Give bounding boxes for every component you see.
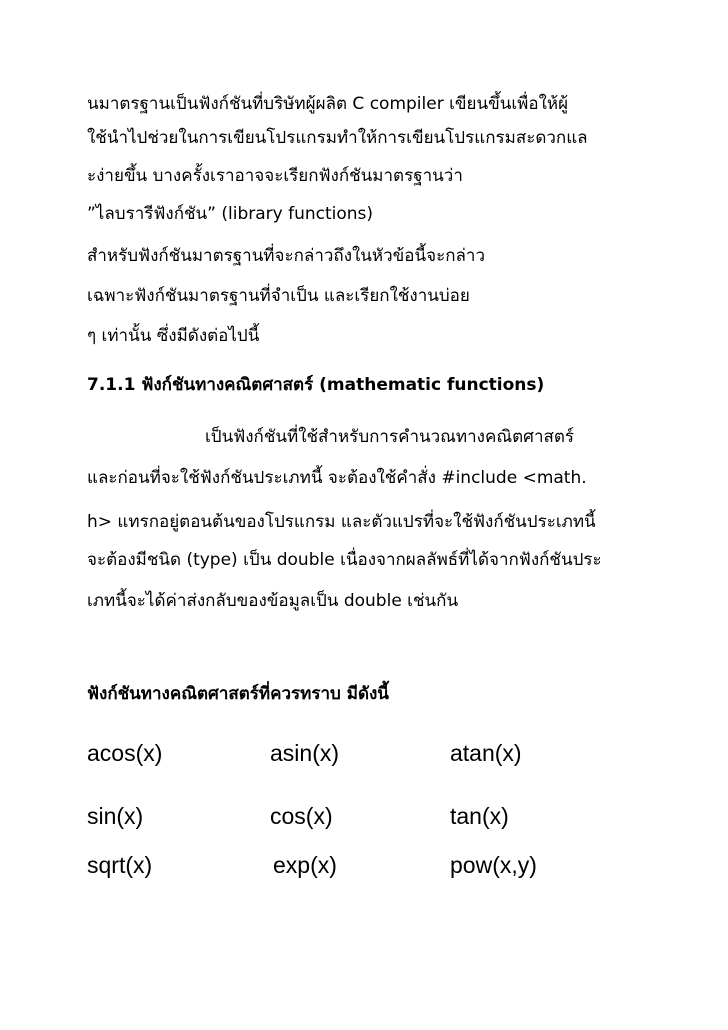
section-body-line: เภทนี้จะได้ค่าส่งกลับของข้อมูลเป็น double เช่นกัน bbox=[87, 591, 459, 611]
scope-line: ๆ เท่านั้น ซึ่งมีดังต่อไปนี้ bbox=[87, 326, 260, 346]
intro-line: นมาตรฐานเป็นฟังก์ชันที่บริษัทผู้ผลิต C compiler เขียนขึ้นเพื่อให้ผู้ bbox=[87, 94, 569, 114]
scope-line: เฉพาะฟังก์ชันมาตรฐานที่จำเป็น และเรียกใช้งานบ่อย bbox=[87, 286, 470, 306]
section-body-line: h> แทรกอยู่ตอนต้นของโปรแกรม และตัวแปรที่จะใช้ฟังก์ชันประเภทนี้ bbox=[87, 512, 596, 532]
section-body-line: จะต้องมีชนิด (type) เป็น double เนื่องจากผลลัพธ์ที่ได้จากฟังก์ชันประ bbox=[87, 550, 602, 570]
section-body-line: เป็นฟังก์ชันที่ใช้สำหรับการคำนวณทางคณิตศาสตร์ bbox=[205, 427, 575, 447]
function-name: exp(x) bbox=[273, 852, 337, 878]
intro-line: ะง่ายขึ้น บางครั้งเราอาจจะเรียกฟังก์ชันมาตรฐานว่า bbox=[87, 166, 463, 186]
section-heading: 7.1.1 ฟังก์ชันทางคณิตศาสตร์ (mathematic functions) bbox=[87, 375, 545, 395]
function-name: sin(x) bbox=[87, 803, 144, 829]
function-name: atan(x) bbox=[450, 740, 522, 766]
intro-line: ”ไลบรารีฟังก์ชัน” (library functions) bbox=[87, 204, 374, 224]
function-name: sqrt(x) bbox=[87, 852, 153, 878]
function-name: tan(x) bbox=[450, 803, 509, 829]
intro-line: ใช้นำไปช่วยในการเขียนโปรแกรมทำให้การเขียนโปรแกรมสะดวกแล bbox=[87, 128, 588, 148]
function-name: pow(x,y) bbox=[450, 852, 537, 878]
function-row bbox=[0, 801, 728, 835]
function-row bbox=[0, 738, 728, 772]
function-row bbox=[0, 850, 728, 884]
section-body-line: และก่อนที่จะใช้ฟังก์ชันประเภทนี้ จะต้องใช้คำสั่ง #include <math. bbox=[87, 468, 587, 488]
functions-heading: ฟังก์ชันทางคณิตศาสตร์ที่ควรทราบ มีดังนี้ bbox=[87, 684, 389, 704]
function-name: acos(x) bbox=[87, 740, 163, 766]
scope-line: สำหรับฟังก์ชันมาตรฐานที่จะกล่าวถึงในหัวข้อนี้จะกล่าว bbox=[87, 246, 486, 266]
function-name: cos(x) bbox=[270, 803, 333, 829]
function-name: asin(x) bbox=[270, 740, 340, 766]
